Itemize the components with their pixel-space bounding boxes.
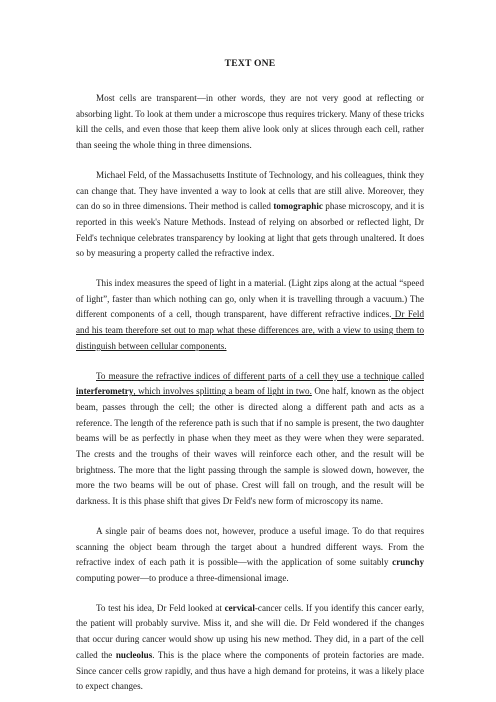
- paragraph-2-text-a: Michael Feld, of the Massachusetts Institute of Technology, and his colleagues, think they can change that. They have invented a way to look at cells that are still alive. Moreover, they can do so in three dimensions. Their method is called: [76, 169, 424, 212]
- paragraph-4-rest: One half, known as the object beam, passes through the cell; the other is directed along a different path and acts as a reference. The length of the reference path is such that if no sample is present, the two daughter beams will be as perfectly in phase when they meet as they were when they were separated. The crests and the troughs of their waves will reinforce each other, and the result will be brightness. The more that the light passing through the sample is slowed down, however, the more the two beams will be out of phase. Crest will fall on trough, and the result will be darkness. It is this phase shift that gives Dr Feld's new form of microscopy its name.: [76, 386, 424, 507]
- paragraph-3-text-a: This index measures the speed of light in a material. (Light zips along at the actual “speed of light”, faster than which nothing can go, only when it is travelling through a vacuum.) The different components of a cell, though transparent, have different refractive indices.: [76, 278, 424, 320]
- underlined-sentence: Dr Feld and his team therefore set out to map what these differences are, with a view to using them to distinguish between cellular components.: [76, 309, 424, 351]
- paragraph-6: [76, 601, 424, 695]
- paragraph-5: [76, 524, 424, 587]
- paragraph-5-text-a: A single pair of beams does not, however, produce a useful image. To do that requires scanning the object beam through the target about a hundred different ways. From the refractive index of each path it is possible—with the application of some suitably: [76, 525, 424, 568]
- paragraph-2: [76, 168, 424, 262]
- document-title: TEXT ONE: [224, 58, 276, 69]
- paragraph-1-text: Most cells are transparent—in other words, they are not very good at reflecting or absorbing light. To look at them under a microscope thus requires trickery. Many of these tricks kill the cells, and even those that keep them alive look only at slices through each cell, rather than seeing the whole thing in three dimensions.: [76, 93, 424, 151]
- paragraph-6-text-a: To test his idea, Dr Feld looked at: [96, 602, 225, 613]
- paragraph-4: [76, 369, 424, 510]
- paragraph-6-text-d: . This is the place where the components of protein factories are made. Since cancer cells grow rapidly, and thus have a high demand for proteins, it was a likely place to expect changes.: [76, 649, 424, 692]
- paragraph-1: [76, 91, 424, 154]
- paragraph-5-text-c: computing power—to produce a three-dimensional image.: [76, 572, 289, 583]
- keyword-tomographic: tomographic: [273, 201, 323, 212]
- paragraph-6-text-c: -cancer cells. If you identify this cancer early, the patient will probably survive. Miss it, and she will die. Dr Feld wondered if the changes that occur during cancer would show up using his new method. They did, in a part of the cell called the: [76, 602, 424, 660]
- paragraph-3: [76, 276, 424, 355]
- keyword-interferometry: interferometry: [76, 386, 134, 397]
- keyword-crunchy: crunchy: [392, 557, 424, 568]
- underlined-text-1: To measure the refractive indices of different parts of a cell they use a technique called: [96, 370, 424, 381]
- underlined-text-2: , which involves splitting a beam of light in two.: [133, 386, 312, 397]
- paragraph-2-text-c: phase microscopy, and it is reported in this week's Nature Methods. Instead of relying on absorbed or reflected light, Dr Feld's technique celebrates transparency by looking at light that gets through unaltered. It does so by measuring a property called the refractive index.: [76, 201, 424, 259]
- keyword-cervical: cervical: [224, 602, 255, 613]
- keyword-nucleolus: nucleolus: [115, 649, 153, 660]
